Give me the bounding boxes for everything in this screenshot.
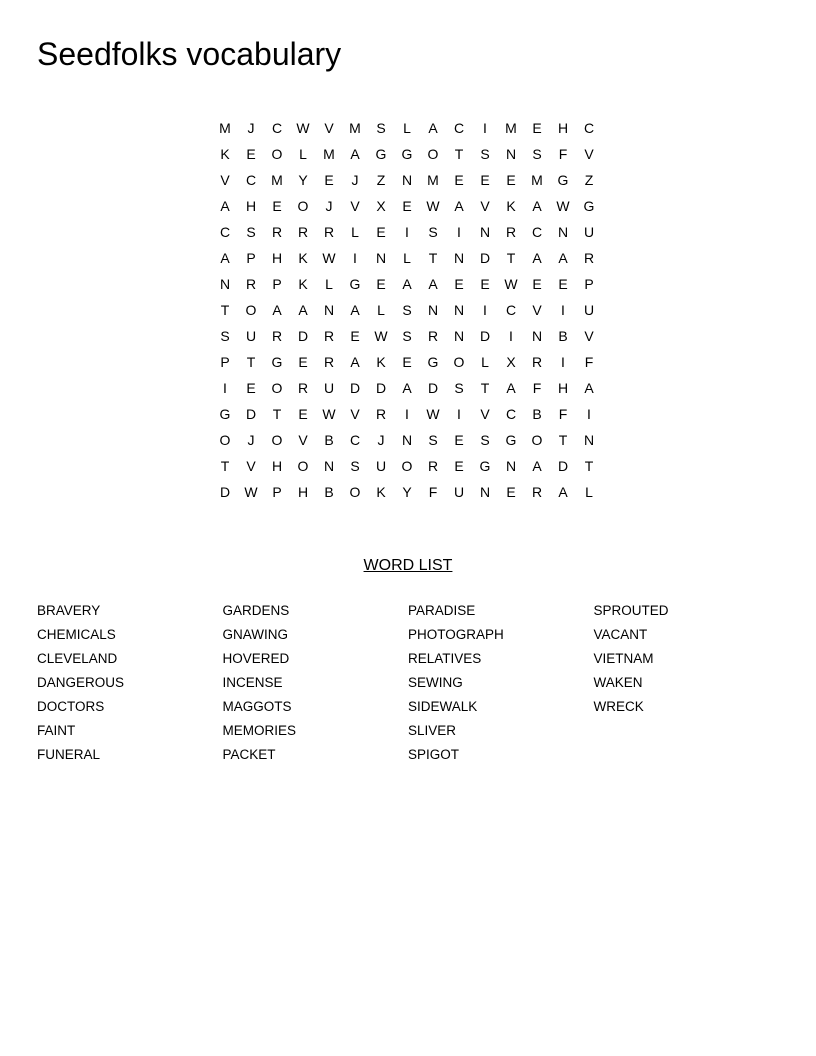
grid-letter: F <box>428 484 438 500</box>
grid-letter: N <box>453 302 465 318</box>
word-list-column <box>223 599 409 767</box>
grid-letter: K <box>298 276 308 292</box>
grid-letter: E <box>532 120 542 136</box>
grid-letter: T <box>428 250 438 266</box>
grid-letter: I <box>405 224 409 240</box>
grid-letter: R <box>427 328 439 344</box>
grid-row <box>212 349 602 375</box>
word-list-item: VACANT <box>593 627 648 642</box>
grid-letter: T <box>246 354 256 370</box>
word-list-item: SPIGOT <box>408 747 460 762</box>
grid-letter: P <box>220 354 230 370</box>
grid-row <box>212 427 602 453</box>
grid-letter: R <box>583 250 595 266</box>
word-list-heading: WORD LIST <box>363 557 453 574</box>
grid-letter: K <box>506 198 516 214</box>
grid-letter: A <box>532 198 542 214</box>
grid-letter: U <box>583 302 595 318</box>
grid-letter: B <box>558 328 568 344</box>
grid-letter: A <box>532 458 542 474</box>
grid-letter: A <box>584 380 594 396</box>
grid-letter: K <box>298 250 308 266</box>
grid-letter: A <box>402 276 412 292</box>
grid-row <box>212 245 602 271</box>
grid-letter: F <box>532 380 542 396</box>
grid-letter: U <box>583 224 595 240</box>
grid-row <box>212 167 602 193</box>
grid-letter: M <box>531 172 543 188</box>
grid-letter: I <box>483 120 487 136</box>
word-list-item: RELATIVES <box>408 651 482 666</box>
grid-row <box>212 375 602 401</box>
grid-letter: R <box>245 276 257 292</box>
grid-letter: G <box>479 458 491 474</box>
grid-letter: C <box>505 302 517 318</box>
grid-letter: R <box>531 484 543 500</box>
grid-letter: S <box>220 328 230 344</box>
grid-letter: M <box>505 120 517 136</box>
word-list-item: CHEMICALS <box>37 627 116 642</box>
grid-letter: S <box>428 432 438 448</box>
grid-letter: O <box>271 146 283 162</box>
grid-letter: E <box>376 224 386 240</box>
grid-letter: O <box>453 354 465 370</box>
grid-letter: V <box>480 406 490 422</box>
grid-letter: L <box>351 224 359 240</box>
grid-letter: V <box>350 406 360 422</box>
grid-letter: T <box>584 458 594 474</box>
grid-letter: L <box>585 484 593 500</box>
grid-letter: A <box>428 120 438 136</box>
grid-letter: W <box>322 406 336 422</box>
grid-letter: G <box>557 172 569 188</box>
grid-letter: P <box>272 276 282 292</box>
word-list <box>37 599 779 767</box>
grid-letter: T <box>480 380 490 396</box>
grid-letter: B <box>532 406 542 422</box>
word-list-column <box>594 599 780 767</box>
grid-letter: L <box>403 250 411 266</box>
word-list-item: GNAWING <box>222 627 288 642</box>
grid-letter: S <box>350 458 360 474</box>
grid-letter: I <box>509 328 513 344</box>
grid-letter: Y <box>298 172 308 188</box>
grid-letter: J <box>247 432 255 448</box>
grid-letter: R <box>375 406 387 422</box>
grid-letter: E <box>324 172 334 188</box>
grid-letter: V <box>298 432 308 448</box>
grid-letter: W <box>296 120 310 136</box>
grid-row <box>212 323 602 349</box>
grid-letter: E <box>454 172 464 188</box>
grid-row <box>212 115 602 141</box>
word-list-item: FUNERAL <box>37 747 101 762</box>
word-list-item: WRECK <box>593 699 644 714</box>
grid-letter: J <box>247 120 255 136</box>
grid-letter: N <box>479 224 491 240</box>
grid-letter: N <box>323 458 335 474</box>
grid-letter: K <box>220 146 230 162</box>
grid-letter: A <box>350 302 360 318</box>
grid-letter: A <box>454 198 464 214</box>
grid-letter: S <box>454 380 464 396</box>
grid-letter: S <box>428 224 438 240</box>
grid-letter: A <box>506 380 516 396</box>
grid-letter: R <box>323 328 335 344</box>
word-list-item: PARADISE <box>408 603 476 618</box>
grid-letter: C <box>219 224 231 240</box>
grid-letter: A <box>350 146 360 162</box>
grid-letter: M <box>323 146 335 162</box>
grid-letter: N <box>505 146 517 162</box>
grid-letter: O <box>219 432 231 448</box>
grid-letter: D <box>479 250 491 266</box>
word-list-item: SEWING <box>408 675 463 690</box>
grid-letter: D <box>349 380 361 396</box>
word-list-item: PHOTOGRAPH <box>408 627 504 642</box>
grid-letter: M <box>427 172 439 188</box>
grid-letter: R <box>271 224 283 240</box>
grid-letter: V <box>584 328 594 344</box>
word-list-item: VIETNAM <box>593 651 654 666</box>
grid-letter: E <box>376 276 386 292</box>
grid-letter: N <box>479 484 491 500</box>
word-list-item: DOCTORS <box>37 699 105 714</box>
grid-letter: I <box>405 406 409 422</box>
grid-letter: N <box>531 328 543 344</box>
grid-letter: P <box>584 276 594 292</box>
grid-letter: C <box>271 120 283 136</box>
grid-letter: V <box>220 172 230 188</box>
grid-letter: E <box>272 198 282 214</box>
grid-letter: V <box>584 146 594 162</box>
grid-letter: O <box>297 198 309 214</box>
grid-letter: G <box>219 406 231 422</box>
grid-letter: W <box>426 198 440 214</box>
grid-letter: E <box>506 172 516 188</box>
grid-letter: O <box>531 432 543 448</box>
grid-letter: W <box>374 328 388 344</box>
grid-letter: I <box>457 224 461 240</box>
grid-letter: R <box>297 380 309 396</box>
grid-letter: F <box>558 406 568 422</box>
grid-letter: R <box>297 224 309 240</box>
grid-letter: H <box>271 250 283 266</box>
word-list-item: DANGEROUS <box>37 675 125 690</box>
grid-letter: A <box>402 380 412 396</box>
grid-letter: I <box>353 250 357 266</box>
grid-letter: M <box>219 120 231 136</box>
grid-letter: E <box>532 276 542 292</box>
grid-letter: T <box>220 302 230 318</box>
word-list-item: INCENSE <box>222 675 283 690</box>
grid-letter: E <box>480 172 490 188</box>
grid-letter: W <box>426 406 440 422</box>
grid-letter: V <box>324 120 334 136</box>
grid-letter: W <box>504 276 518 292</box>
grid-letter: Z <box>376 172 386 188</box>
word-list-item: FAINT <box>37 723 76 738</box>
grid-letter: N <box>427 302 439 318</box>
grid-row <box>212 219 602 245</box>
grid-row <box>212 297 602 323</box>
grid-letter: W <box>322 250 336 266</box>
grid-letter: C <box>505 406 517 422</box>
grid-letter: F <box>584 354 594 370</box>
grid-letter: H <box>297 484 309 500</box>
grid-letter: I <box>561 354 565 370</box>
grid-letter: U <box>375 458 387 474</box>
grid-letter: N <box>557 224 569 240</box>
grid-row <box>212 193 602 219</box>
grid-letter: H <box>271 458 283 474</box>
grid-letter: U <box>453 484 465 500</box>
grid-letter: E <box>246 380 256 396</box>
grid-letter: E <box>298 406 308 422</box>
grid-letter: E <box>454 276 464 292</box>
grid-letter: G <box>271 354 283 370</box>
grid-letter: S <box>376 120 386 136</box>
grid-letter: A <box>558 484 568 500</box>
grid-letter: N <box>505 458 517 474</box>
grid-letter: L <box>403 120 411 136</box>
grid-letter: G <box>375 146 387 162</box>
grid-letter: W <box>244 484 258 500</box>
grid-letter: T <box>454 146 464 162</box>
grid-letter: A <box>298 302 308 318</box>
grid-letter: E <box>402 354 412 370</box>
grid-letter: R <box>271 328 283 344</box>
grid-letter: E <box>480 276 490 292</box>
grid-letter: V <box>246 458 256 474</box>
grid-letter: Y <box>402 484 412 500</box>
grid-letter: T <box>506 250 516 266</box>
grid-letter: L <box>481 354 489 370</box>
word-list-item: GARDENS <box>222 603 290 618</box>
grid-row <box>212 401 602 427</box>
grid-letter: H <box>245 198 257 214</box>
grid-letter: D <box>427 380 439 396</box>
grid-letter: N <box>323 302 335 318</box>
grid-letter: M <box>271 172 283 188</box>
grid-letter: T <box>220 458 230 474</box>
grid-letter: E <box>506 484 516 500</box>
grid-letter: E <box>558 276 568 292</box>
grid-letter: N <box>375 250 387 266</box>
grid-letter: T <box>558 432 568 448</box>
grid-letter: P <box>272 484 282 500</box>
grid-letter: D <box>245 406 257 422</box>
grid-letter: N <box>401 432 413 448</box>
grid-letter: I <box>223 380 227 396</box>
grid-letter: N <box>219 276 231 292</box>
grid-letter: E <box>298 354 308 370</box>
grid-letter: O <box>297 458 309 474</box>
grid-letter: E <box>402 198 412 214</box>
grid-letter: S <box>480 146 490 162</box>
grid-letter: S <box>532 146 542 162</box>
page-title: Seedfolks vocabulary <box>37 36 342 72</box>
grid-letter: E <box>246 146 256 162</box>
grid-letter: R <box>323 224 335 240</box>
grid-letter: I <box>561 302 565 318</box>
grid-letter: D <box>557 458 569 474</box>
grid-letter: X <box>506 354 516 370</box>
grid-letter: C <box>349 432 361 448</box>
grid-letter: A <box>350 354 360 370</box>
grid-letter: O <box>401 458 413 474</box>
grid-letter: R <box>505 224 517 240</box>
grid-letter: M <box>349 120 361 136</box>
grid-letter: N <box>401 172 413 188</box>
grid-row <box>212 271 602 297</box>
word-list-item: BRAVERY <box>37 603 101 618</box>
grid-letter: S <box>480 432 490 448</box>
grid-letter: O <box>271 380 283 396</box>
grid-letter: O <box>245 302 257 318</box>
grid-letter: A <box>220 198 230 214</box>
word-search-grid <box>212 115 602 505</box>
grid-letter: Z <box>584 172 594 188</box>
grid-letter: A <box>220 250 230 266</box>
grid-letter: G <box>427 354 439 370</box>
grid-row <box>212 479 602 505</box>
grid-letter: J <box>325 198 333 214</box>
grid-letter: G <box>583 198 595 214</box>
grid-letter: D <box>219 484 231 500</box>
grid-letter: A <box>558 250 568 266</box>
grid-letter: O <box>271 432 283 448</box>
grid-letter: C <box>453 120 465 136</box>
grid-letter: E <box>454 458 464 474</box>
grid-letter: D <box>479 328 491 344</box>
grid-letter: N <box>583 432 595 448</box>
grid-letter: H <box>557 380 569 396</box>
grid-letter: S <box>402 328 412 344</box>
grid-letter: A <box>272 302 282 318</box>
grid-letter: I <box>483 302 487 318</box>
grid-letter: J <box>351 172 359 188</box>
grid-letter: S <box>246 224 256 240</box>
grid-letter: P <box>246 250 256 266</box>
grid-row <box>212 453 602 479</box>
grid-letter: C <box>531 224 543 240</box>
word-list-item: CLEVELAND <box>37 651 118 666</box>
grid-letter: F <box>558 146 568 162</box>
word-list-item: SLIVER <box>408 723 457 738</box>
grid-letter: T <box>272 406 282 422</box>
word-list-item: HOVERED <box>222 651 290 666</box>
grid-letter: R <box>531 354 543 370</box>
word-list-item: WAKEN <box>593 675 643 690</box>
grid-letter: S <box>402 302 412 318</box>
grid-letter: K <box>376 484 386 500</box>
word-list-item: MEMORIES <box>222 723 297 738</box>
grid-letter: V <box>480 198 490 214</box>
word-list-column <box>408 599 594 767</box>
grid-letter: N <box>453 328 465 344</box>
grid-letter: K <box>376 354 386 370</box>
word-list-item: SIDEWALK <box>408 699 478 714</box>
grid-letter: D <box>375 380 387 396</box>
grid-letter: E <box>350 328 360 344</box>
grid-letter: I <box>587 406 591 422</box>
grid-letter: L <box>377 302 385 318</box>
word-list-column <box>37 599 223 767</box>
word-list-item: MAGGOTS <box>222 699 292 714</box>
grid-letter: O <box>349 484 361 500</box>
grid-letter: U <box>323 380 335 396</box>
grid-letter: B <box>324 432 334 448</box>
grid-letter: X <box>376 198 386 214</box>
grid-letter: I <box>457 406 461 422</box>
grid-letter: D <box>297 328 309 344</box>
grid-letter: G <box>349 276 361 292</box>
grid-letter: N <box>453 250 465 266</box>
grid-letter: C <box>583 120 595 136</box>
grid-letter: B <box>324 484 334 500</box>
grid-letter: L <box>325 276 333 292</box>
grid-letter: R <box>323 354 335 370</box>
grid-letter: R <box>427 458 439 474</box>
grid-letter: O <box>427 146 439 162</box>
grid-row <box>212 141 602 167</box>
grid-letter: A <box>428 276 438 292</box>
grid-letter: H <box>557 120 569 136</box>
grid-letter: U <box>245 328 257 344</box>
grid-letter: E <box>454 432 464 448</box>
grid-letter: G <box>505 432 517 448</box>
word-list-item: PACKET <box>222 747 276 762</box>
grid-letter: W <box>556 198 570 214</box>
grid-letter: J <box>377 432 385 448</box>
grid-letter: L <box>299 146 307 162</box>
grid-letter: V <box>532 302 542 318</box>
word-list-item: SPROUTED <box>593 603 669 618</box>
grid-letter: G <box>401 146 413 162</box>
grid-letter: A <box>532 250 542 266</box>
grid-letter: V <box>350 198 360 214</box>
grid-letter: C <box>245 172 257 188</box>
